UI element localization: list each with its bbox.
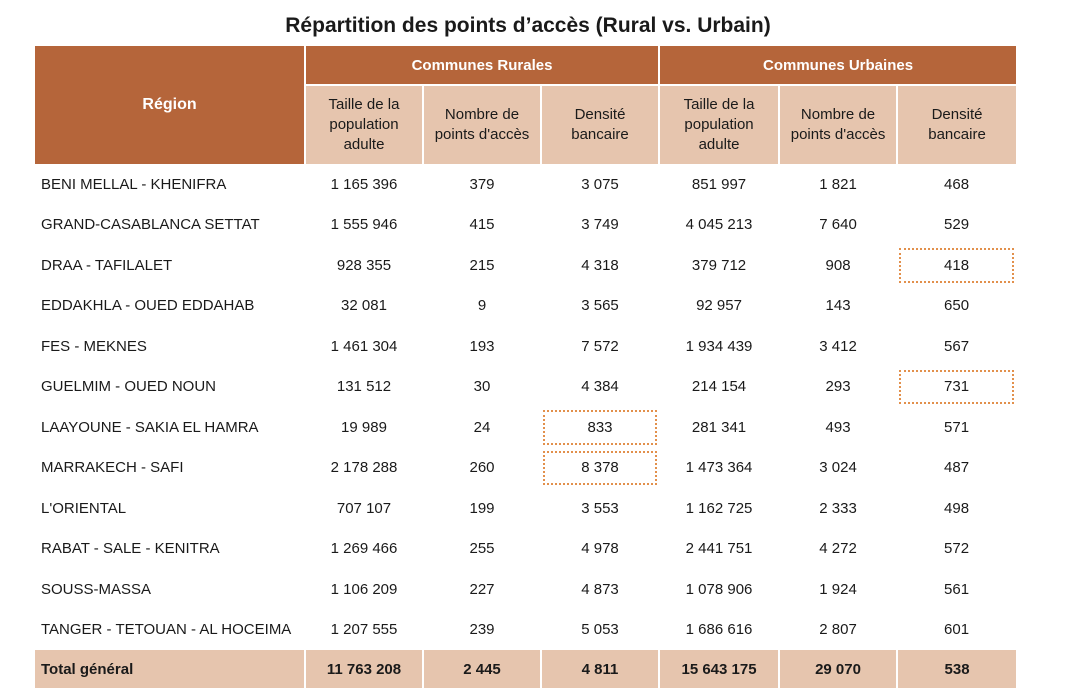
urban-pop-cell <box>659 529 779 570</box>
rural-pop-cell-text: 1 106 209 <box>330 580 398 598</box>
urban-density-cell <box>897 245 1016 286</box>
rural-points-cell-text: 215 <box>469 256 495 274</box>
total-urban-points: 29 070 <box>779 650 897 688</box>
urban-density-cell <box>897 407 1016 448</box>
rural-density-cell-text: 3 075 <box>581 175 619 193</box>
rural-points-cell <box>423 448 541 489</box>
urban-density-cell-text: 571 <box>944 418 970 436</box>
region-cell <box>35 488 305 529</box>
access-points-table <box>35 46 1016 688</box>
urban-pop-cell <box>659 286 779 327</box>
rural-pop-cell <box>305 448 423 489</box>
region-cell-text: EDDAKHLA - OUED EDDAHAB <box>41 297 255 315</box>
urban-points-cell-text: 908 <box>825 256 851 274</box>
rural-points-cell-text: 415 <box>469 216 495 234</box>
rural-points-cell-text: 255 <box>469 540 495 558</box>
table-row <box>35 407 1016 448</box>
region-cell <box>35 245 305 286</box>
rural-points-cell <box>423 488 541 529</box>
rural-points-cell-text: 199 <box>469 499 495 517</box>
rural-density-cell-text: 7 572 <box>581 337 619 355</box>
rural-points-cell-text: 24 <box>473 418 491 436</box>
rural-pop-cell-text: 2 178 288 <box>330 459 398 477</box>
urban-density-cell-text: 468 <box>944 175 970 193</box>
urban-density-header: Densité bancaire <box>897 85 1016 164</box>
rural-density-cell-text: 4 318 <box>581 256 619 274</box>
urban-density-cell <box>897 569 1016 610</box>
rural-density-cell-text: 833 <box>587 418 613 436</box>
region-cell-text: TANGER - TETOUAN - AL HOCEIMA <box>41 621 292 639</box>
region-cell <box>35 610 305 651</box>
region-cell-text: L'ORIENTAL <box>41 499 127 517</box>
rural-points-cell-text: 239 <box>469 621 495 639</box>
rural-pop-cell <box>305 326 423 367</box>
rural-points-cell <box>423 164 541 205</box>
region-cell <box>35 569 305 610</box>
rural-density-cell <box>541 407 659 448</box>
rural-pop-cell-text: 928 355 <box>336 256 392 274</box>
rural-points-cell-text: 227 <box>469 580 495 598</box>
urban-pop-cell-text: 2 441 751 <box>685 540 753 558</box>
rural-points-cell-text: 9 <box>477 297 487 315</box>
table-row <box>35 610 1016 651</box>
urban-density-cell <box>897 610 1016 651</box>
rural-points-cell <box>423 407 541 448</box>
urban-points-cell-text: 143 <box>825 297 851 315</box>
total-rural-pop: 11 763 208 <box>305 650 423 688</box>
region-cell <box>35 326 305 367</box>
region-cell <box>35 367 305 408</box>
rural-pop-cell <box>305 529 423 570</box>
urban-pop-cell <box>659 326 779 367</box>
urban-density-cell <box>897 164 1016 205</box>
urban-pop-cell-text: 281 341 <box>691 418 747 436</box>
region-cell-text: LAAYOUNE - SAKIA EL HAMRA <box>41 418 259 436</box>
region-cell-text: DRAA - TAFILALET <box>41 256 173 274</box>
urban-density-cell-text: 567 <box>944 337 970 355</box>
rural-density-cell <box>541 245 659 286</box>
rural-density-cell <box>541 569 659 610</box>
rural-points-cell <box>423 610 541 651</box>
rural-points-cell-text: 193 <box>469 337 495 355</box>
table-row <box>35 367 1016 408</box>
urban-density-cell-text: 418 <box>944 256 970 274</box>
rural-density-cell-text: 3 553 <box>581 499 619 517</box>
rural-pop-cell <box>305 488 423 529</box>
rural-pop-cell <box>305 569 423 610</box>
table-row <box>35 164 1016 205</box>
urban-pop-cell-text: 1 934 439 <box>685 337 753 355</box>
urban-points-cell-text: 7 640 <box>819 216 857 234</box>
rural-pop-cell <box>305 286 423 327</box>
rural-points-cell-text: 260 <box>469 459 495 477</box>
region-cell-text: FES - MEKNES <box>41 337 147 355</box>
region-cell <box>35 286 305 327</box>
region-cell <box>35 529 305 570</box>
region-cell-text: MARRAKECH - SAFI <box>41 459 184 477</box>
urban-density-cell-text: 561 <box>944 580 970 598</box>
table-row <box>35 245 1016 286</box>
urban-pop-cell-text: 4 045 213 <box>685 216 753 234</box>
urban-density-cell-text: 487 <box>944 459 970 477</box>
rural-pop-cell <box>305 367 423 408</box>
urban-density-cell-text: 572 <box>944 540 970 558</box>
table-row <box>35 488 1016 529</box>
rural-pop-cell-text: 32 081 <box>341 297 387 315</box>
total-label: Total général <box>35 650 305 688</box>
urban-group-header: Communes Urbaines <box>659 46 1016 85</box>
rural-density-cell-text: 3 565 <box>581 297 619 315</box>
region-cell <box>35 407 305 448</box>
table-row <box>35 529 1016 570</box>
urban-points-header: Nombre de points d'accès <box>779 85 897 164</box>
rural-pop-cell <box>305 205 423 246</box>
urban-points-cell-text: 493 <box>825 418 851 436</box>
urban-points-cell-text: 4 272 <box>819 540 857 558</box>
urban-pop-cell-text: 851 997 <box>691 175 747 193</box>
urban-density-cell <box>897 367 1016 408</box>
urban-points-cell-text: 2 333 <box>819 499 857 517</box>
urban-points-cell <box>779 448 897 489</box>
rural-pop-cell-text: 1 165 396 <box>330 175 398 193</box>
rural-points-cell <box>423 245 541 286</box>
rural-points-cell <box>423 367 541 408</box>
urban-density-cell-text: 498 <box>944 499 970 517</box>
urban-density-cell <box>897 286 1016 327</box>
urban-density-cell <box>897 326 1016 367</box>
urban-density-cell <box>897 205 1016 246</box>
urban-points-cell <box>779 407 897 448</box>
table-row <box>35 326 1016 367</box>
urban-density-cell <box>897 488 1016 529</box>
urban-pop-cell <box>659 245 779 286</box>
rural-pop-cell-text: 1 269 466 <box>330 540 398 558</box>
region-cell-text: GUELMIM - OUED NOUN <box>41 378 217 396</box>
total-urban-density: 538 <box>897 650 1016 688</box>
urban-density-cell <box>897 529 1016 570</box>
urban-points-cell <box>779 569 897 610</box>
urban-pop-cell-text: 92 957 <box>696 297 742 315</box>
urban-points-cell <box>779 529 897 570</box>
rural-pop-cell-text: 1 461 304 <box>330 337 398 355</box>
rural-pop-header: Taille de la population adulte <box>305 85 423 164</box>
table-body <box>35 164 1016 650</box>
urban-points-cell-text: 1 821 <box>819 175 857 193</box>
table-title: Répartition des points d’accès (Rural vs. Urbain) <box>285 14 771 37</box>
urban-pop-cell-text: 1 473 364 <box>685 459 753 477</box>
rural-points-cell-text: 30 <box>473 378 491 396</box>
urban-density-cell-text: 650 <box>944 297 970 315</box>
rural-points-cell-text: 379 <box>469 175 495 193</box>
rural-points-cell <box>423 286 541 327</box>
urban-points-cell <box>779 245 897 286</box>
rural-density-cell-text: 3 749 <box>581 216 619 234</box>
urban-pop-cell <box>659 407 779 448</box>
total-rural-points: 2 445 <box>423 650 541 688</box>
urban-pop-cell-text: 214 154 <box>691 378 747 396</box>
rural-points-cell <box>423 326 541 367</box>
urban-points-cell <box>779 610 897 651</box>
urban-pop-cell <box>659 164 779 205</box>
urban-pop-cell-text: 1 162 725 <box>685 499 753 517</box>
rural-density-cell <box>541 326 659 367</box>
region-cell <box>35 164 305 205</box>
urban-pop-cell-text: 379 712 <box>691 256 747 274</box>
urban-points-cell-text: 2 807 <box>819 621 857 639</box>
rural-pop-cell-text: 707 107 <box>336 499 392 517</box>
urban-points-cell <box>779 367 897 408</box>
rural-density-cell-text: 4 384 <box>581 378 619 396</box>
rural-density-cell <box>541 367 659 408</box>
rural-pop-cell-text: 1 555 946 <box>330 216 398 234</box>
rural-density-cell <box>541 610 659 651</box>
urban-points-cell <box>779 286 897 327</box>
urban-pop-cell <box>659 569 779 610</box>
rural-density-header: Densité bancaire <box>541 85 659 164</box>
rural-density-cell-text: 5 053 <box>581 621 619 639</box>
urban-pop-cell <box>659 205 779 246</box>
table-row <box>35 286 1016 327</box>
rural-density-cell-text: 4 873 <box>581 580 619 598</box>
urban-pop-cell <box>659 488 779 529</box>
region-cell-text: BENI MELLAL - KHENIFRA <box>41 175 227 193</box>
rural-density-cell-text: 4 978 <box>581 540 619 558</box>
total-row <box>35 650 1016 688</box>
rural-pop-cell <box>305 610 423 651</box>
urban-points-cell-text: 1 924 <box>819 580 857 598</box>
rural-group-header: Communes Rurales <box>305 46 659 85</box>
rural-pop-cell-text: 19 989 <box>341 418 387 436</box>
rural-pop-cell <box>305 407 423 448</box>
table-row <box>35 569 1016 610</box>
urban-pop-cell-text: 1 078 906 <box>685 580 753 598</box>
rural-density-cell <box>541 286 659 327</box>
table-row <box>35 448 1016 489</box>
rural-density-cell <box>541 164 659 205</box>
urban-points-cell <box>779 205 897 246</box>
region-cell-text: SOUSS-MASSA <box>41 580 152 598</box>
region-cell <box>35 205 305 246</box>
urban-density-cell-text: 529 <box>944 216 970 234</box>
total-urban-pop: 15 643 175 <box>659 650 779 688</box>
total-rural-density: 4 811 <box>541 650 659 688</box>
rural-pop-cell-text: 1 207 555 <box>330 621 398 639</box>
rural-density-cell <box>541 205 659 246</box>
region-cell-text: RABAT - SALE - KENITRA <box>41 540 220 558</box>
urban-pop-cell <box>659 448 779 489</box>
rural-density-cell <box>541 488 659 529</box>
rural-density-cell <box>541 448 659 489</box>
rural-points-cell <box>423 529 541 570</box>
urban-pop-cell <box>659 610 779 651</box>
rural-points-header: Nombre de points d'accès <box>423 85 541 164</box>
rural-density-cell <box>541 529 659 570</box>
rural-pop-cell <box>305 245 423 286</box>
region-column-header: Région <box>35 46 305 164</box>
region-cell <box>35 448 305 489</box>
urban-points-cell-text: 3 412 <box>819 337 857 355</box>
rural-pop-cell <box>305 164 423 205</box>
urban-pop-header: Taille de la population adulte <box>659 85 779 164</box>
region-cell-text: GRAND-CASABLANCA SETTAT <box>41 216 260 234</box>
rural-points-cell <box>423 205 541 246</box>
urban-points-cell-text: 293 <box>825 378 851 396</box>
urban-points-cell <box>779 164 897 205</box>
urban-density-cell-text: 731 <box>944 378 970 396</box>
rural-pop-cell-text: 131 512 <box>336 378 392 396</box>
table-row <box>35 205 1016 246</box>
urban-points-cell-text: 3 024 <box>819 459 857 477</box>
urban-pop-cell-text: 1 686 616 <box>685 621 753 639</box>
urban-points-cell <box>779 488 897 529</box>
urban-density-cell-text: 601 <box>944 621 970 639</box>
urban-pop-cell <box>659 367 779 408</box>
urban-density-cell <box>897 448 1016 489</box>
urban-points-cell <box>779 326 897 367</box>
rural-density-cell-text: 8 378 <box>581 459 619 477</box>
rural-points-cell <box>423 569 541 610</box>
